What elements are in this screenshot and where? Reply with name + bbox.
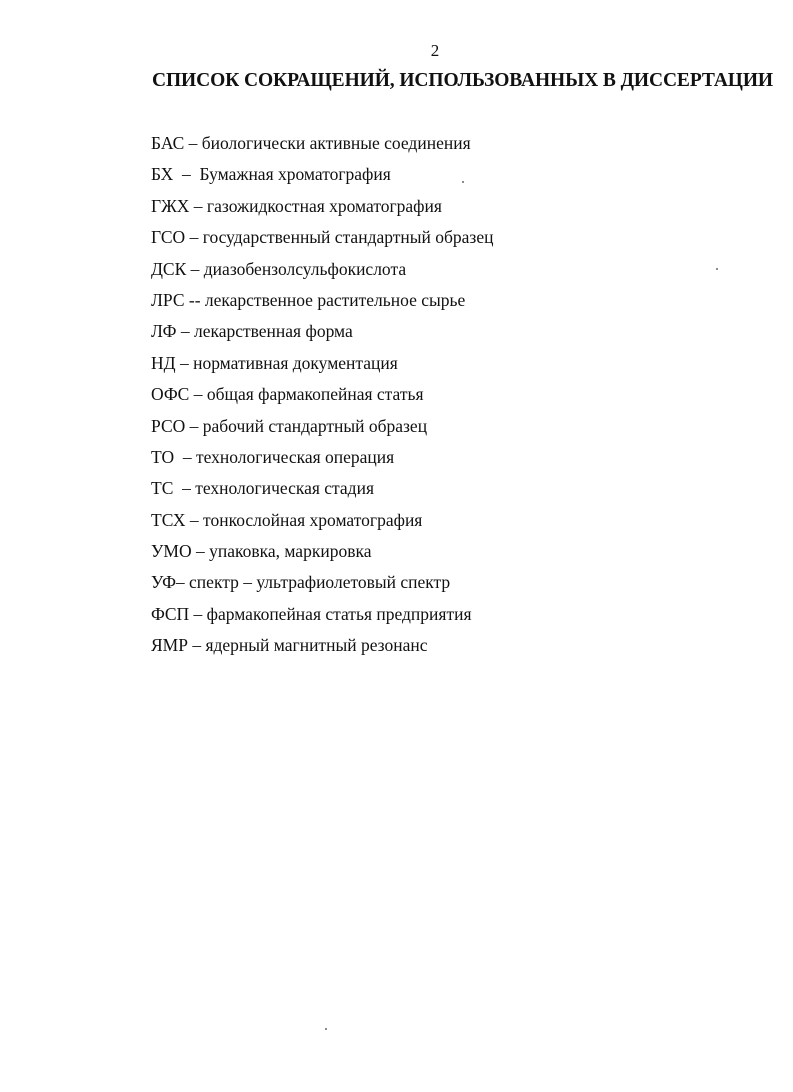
scan-speck — [716, 268, 718, 270]
abbreviation-item: ГЖХ – газожидкостная хроматография — [151, 195, 442, 216]
abbreviation-item: БАС – биологически активные соединения — [151, 133, 471, 153]
abbreviation-item: НД – нормативная документация — [151, 352, 398, 373]
abbreviation-item: ТО – технологическая операция — [151, 446, 395, 467]
abbreviation-item: БХ – Бумажная хроматография — [151, 164, 391, 185]
abbreviation-item: ЛФ – лекарственная форма — [151, 321, 353, 342]
abbreviation-item: УФ– спектр – ультрафиолетовый спектр — [151, 572, 451, 593]
page-title: СПИСОК СОКРАЩЕНИЙ, ИСПОЛЬЗОВАННЫХ В ДИССЕРТАЦИИ — [152, 70, 774, 91]
abbreviation-item: РСО – рабочий стандартный образец — [151, 415, 428, 436]
abbreviation-item: ОФС – общая фармакопейная статья — [151, 384, 424, 405]
page-number: 2 — [430, 41, 440, 60]
abbreviation-item: ДСК – диазобензолсульфокислота — [151, 258, 407, 279]
scan-speck — [325, 1028, 327, 1030]
abbreviation-item: ТС – технологическая стадия — [151, 478, 374, 499]
abbreviation-item: ГСО – государственный стандартный образец — [151, 227, 494, 248]
abbreviation-item: УМО – упаковка, маркировка — [151, 541, 372, 562]
abbreviation-item: ТСХ – тонкослойная хроматография — [151, 509, 423, 530]
abbreviation-list — [151, 129, 711, 663]
scan-speck — [462, 181, 464, 183]
abbreviation-item: ЛРС -- лекарственное растительное сырье — [151, 289, 466, 310]
abbreviation-item: ЯМР – ядерный магнитный резонанс — [151, 635, 428, 656]
abbreviation-item: ФСП – фармакопейная статья предприятия — [151, 603, 472, 624]
